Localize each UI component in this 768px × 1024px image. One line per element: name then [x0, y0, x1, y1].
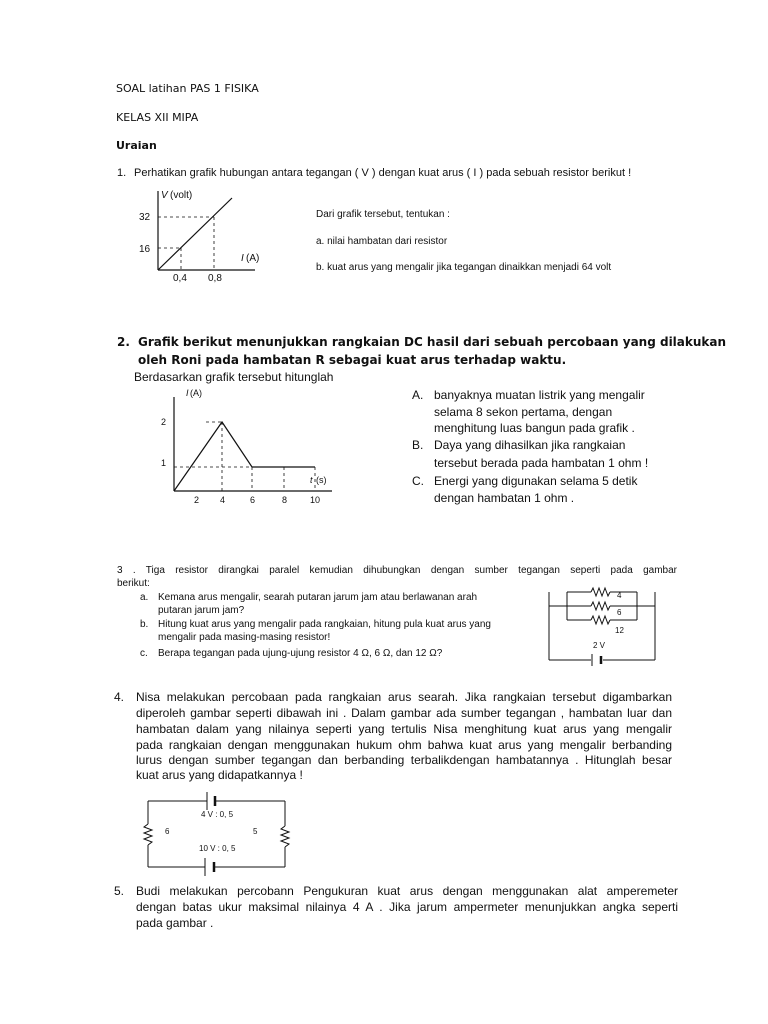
q2-tick-y2: 2 — [161, 417, 167, 427]
q4-bottom-source-label: 10 V : 0, 5 — [199, 844, 236, 853]
q1-x-unit: (A) — [246, 253, 260, 264]
q1-tick-04: 0,4 — [173, 273, 187, 284]
doc-title: SOAL latihan PAS 1 FISIKA — [116, 82, 259, 95]
q3-c-line1: Berapa tegangan pada ujung-ujung resistor 4 Ω, 6 Ω, dan 12 Ω? — [158, 648, 443, 659]
q1-tick-32: 32 — [139, 212, 151, 223]
q5-line2: dengan batas ukur maksimal nilainya 4 A . Jika jarum ampermeter menunjukkan angka seperti — [136, 900, 678, 914]
q2-label-b: B. — [412, 438, 424, 452]
q4-top-source-label: 4 V : 0, 5 — [201, 810, 234, 819]
q1-y-var: V — [161, 190, 168, 201]
q2-tick-x2: 2 — [194, 495, 200, 505]
q3-line1: 3 . Tiga resistor dirangkai paralel kemudian dihubungkan dengan sumber tegangan seperti pada gambar — [117, 565, 677, 576]
q2-label-a: A. — [412, 388, 424, 402]
q2-a-line1: banyaknya muatan listrik yang mengalir — [434, 388, 645, 402]
q2-a-line2: selama 8 sekon pertama, dengan — [434, 405, 613, 419]
q2-b-line1: Daya yang dihasilkan jika rangkaian — [434, 438, 626, 452]
q2-x-var: t — [310, 475, 313, 485]
q3-r1-label: 4 — [617, 591, 622, 600]
q2-b-line2: tersebut berada pada hambatan 1 ohm ! — [434, 456, 649, 470]
q1-number: 1. — [117, 167, 127, 179]
q4-number: 4. — [114, 690, 125, 704]
q3-source-label: 2 V — [593, 641, 606, 650]
q3-b-line1: Hitung kuat arus yang mengalir pada rangkaian, hitung pula kuat arus yang — [158, 619, 491, 630]
q3-c-label: c. — [140, 648, 148, 659]
q3-b-label: b. — [140, 619, 149, 630]
q2-y-var: I — [186, 388, 189, 398]
q3-line2: berikut: — [117, 578, 150, 589]
q4-line6: kuat arus yang didapatkannya ! — [136, 768, 303, 782]
q2-tick-y1: 1 — [161, 458, 167, 468]
q2-tick-x6: 6 — [250, 495, 256, 505]
q5-line1: Budi melakukan percobann Pengukuran kuat arus dengan menggunakan alat amperemeter — [136, 884, 678, 898]
q4-right-resistor-label: 5 — [253, 827, 258, 836]
q3-r3-label: 12 — [615, 626, 624, 635]
q2-it-graph — [150, 385, 350, 510]
q2-y-unit: (A) — [190, 388, 202, 398]
class-label: KELAS XII MIPA — [116, 111, 199, 124]
q4-line3: hambatan dalam yang nilainya seperti yang tertulis Nisa menghitung kuat arus yang mengalir — [136, 722, 672, 736]
q4-line4: pada rangkaian dengan menggunakan hukum ohm bahwa kuat arus yang mengalir berbanding — [136, 738, 672, 752]
q2-line2: oleh Roni pada hambatan R sebagai kuat arus terhadap waktu. — [138, 353, 567, 367]
q5-number: 5. — [114, 884, 125, 898]
q2-tick-x10: 10 — [310, 495, 321, 505]
q3-a-line2: putaran jarum jam? — [158, 605, 245, 616]
q4-line5: lurus dengan sumber tegangan dan berbanding terbalikdengan hambatannya . Hitunglah besar — [136, 753, 672, 767]
q2-intro: Berdasarkan grafik tersebut hitunglah — [134, 370, 334, 384]
q1-tick-16: 16 — [139, 244, 151, 255]
q3-parallel-circuit — [545, 584, 657, 666]
q4-series-circuit — [135, 788, 295, 883]
q1-text: Perhatikan grafik hubungan antara tegangan ( V ) dengan kuat arus ( I ) pada sebuah resistor berikut ! — [134, 167, 632, 179]
q1-intro: Dari grafik tersebut, tentukan : — [316, 209, 450, 220]
q1-x-var: I — [241, 253, 244, 264]
q1-tick-08: 0,8 — [208, 273, 222, 284]
q1-part-b: b. kuat arus yang mengalir jika tegangan dinaikkan menjadi 64 volt — [316, 262, 612, 273]
q2-x-unit: (s) — [316, 475, 327, 485]
q4-line1: Nisa melakukan percobaan pada rangkaian arus searah. Jika rangkaian tersebut digambarkan — [136, 690, 672, 704]
q2-a-line3: menghitung luas bangun pada grafik . — [434, 421, 635, 435]
q1-part-a: a. nilai hambatan dari resistor — [316, 236, 448, 247]
q2-tick-x4: 4 — [220, 495, 226, 505]
q3-r2-label: 6 — [617, 608, 622, 617]
q4-line2: diperoleh gambar seperti dibawah ini . Dalam gambar ada sumber tegangan , hambatan luar dan — [136, 706, 672, 720]
section-label: Uraian — [116, 139, 157, 152]
q5-line3: pada gambar . — [136, 916, 214, 930]
q3-b-line2: mengalir pada masing-masing resistor! — [158, 632, 331, 643]
q2-c-line2: dengan hambatan 1 ohm . — [434, 491, 575, 505]
q1-vi-graph — [130, 185, 270, 290]
q3-a-line1: Kemana arus mengalir, searah putaran jarum jam atau berlawanan arah — [158, 592, 478, 603]
q4-left-resistor-label: 6 — [165, 827, 170, 836]
q2-label-c: C. — [412, 474, 424, 488]
q2-tick-x8: 8 — [282, 495, 288, 505]
q2-line1: Grafik berikut menunjukkan rangkaian DC hasil dari sebuah percobaan yang dilakukan — [138, 335, 727, 349]
q2-c-line1: Energi yang digunakan selama 5 detik — [434, 474, 638, 488]
q2-number: 2. — [117, 335, 130, 349]
q1-y-unit: (volt) — [170, 190, 193, 201]
q3-a-label: a. — [140, 592, 149, 603]
